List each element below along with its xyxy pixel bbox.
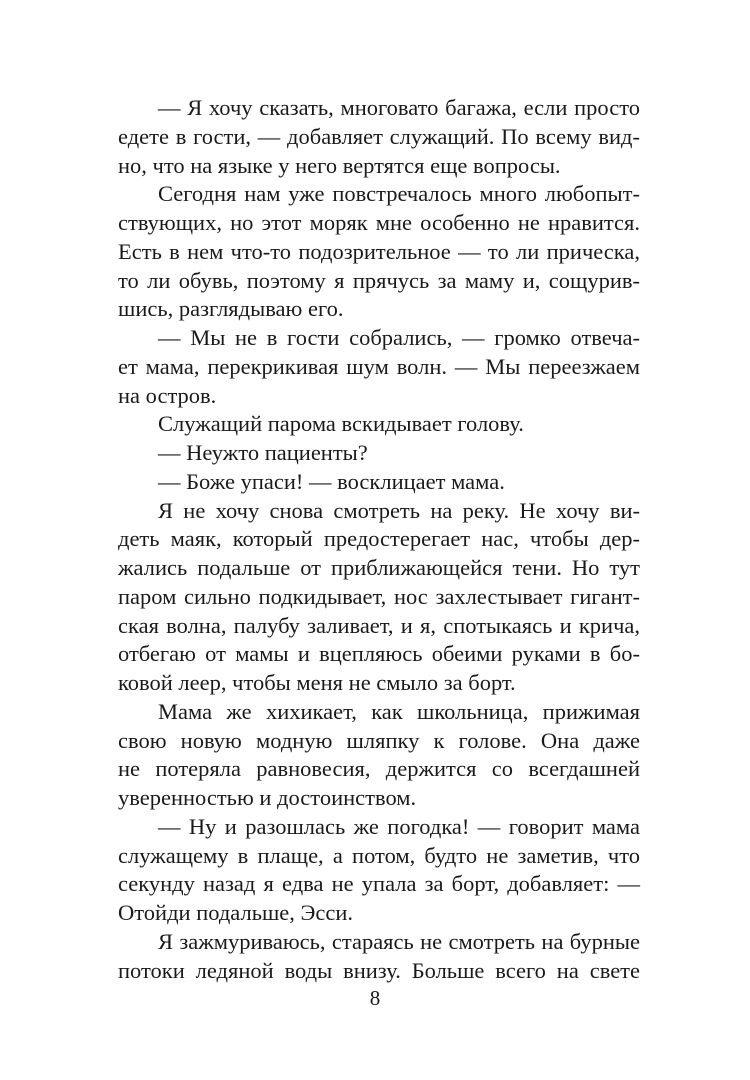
text-line: свою новую модную шляпку к голове. Она даже <box>118 727 640 753</box>
text-line: не потеряла равновесия, держится со всегдашней <box>118 756 640 782</box>
text-line: — Ну и разошлась же погодка! — говорит мама <box>158 813 640 839</box>
text-line: Отойди подальше, Эсси. <box>118 900 354 925</box>
text-line: шись, разглядываю его. <box>118 296 344 322</box>
text-line: деть маяк, который предостерегает нас, чтобы дер- <box>118 526 640 552</box>
text-line: ствующих, но этот моряк мне особенно не нравится. <box>118 210 640 235</box>
text-line: секунду назад я едва не упала за борт, добавляет: — <box>118 871 640 897</box>
page-number: 8 <box>369 986 381 1010</box>
text-line: потоки ледяной воды внизу. Больше всего на свете <box>118 957 640 983</box>
page-body-text <box>118 94 640 985</box>
text-line: — Я хочу сказать, многовато багажа, если просто <box>158 95 640 120</box>
text-line: Есть в нем что-то подозрительное — то ли прическа, <box>118 238 640 264</box>
text-line: то ли обувь, поэтому я прячусь за маму и, сощурив- <box>118 267 640 293</box>
text-line: Служащий парома вскидывает голову. <box>158 411 524 437</box>
text-line: жались подальше от приближающейся тени. Но тут <box>118 555 640 580</box>
text-line: на остров. <box>118 382 217 408</box>
text-line: едете в гости, — добавляет служащий. По всему вид- <box>118 123 640 149</box>
text-line: уверенностью и достоинством. <box>118 785 417 810</box>
text-line: — Мы не в гости собрались, — громко отвеча- <box>158 325 640 350</box>
text-line: ская волна, палубу заливает, и я, спотыкаясь и крича, <box>118 612 640 638</box>
text-line: — Боже упаси! — восклицает мама. <box>158 468 505 494</box>
text-line: ет мама, перекрикивая шум волн. — Мы переезжаем <box>118 353 640 379</box>
text-line: Я не хочу снова смотреть на реку. Не хочу ви- <box>158 497 640 523</box>
text-line: Сегодня нам уже повстречалось много любопыт- <box>158 181 640 207</box>
text-line: служащему в плаще, а потом, будто не заметив, что <box>118 842 640 868</box>
text-line: но, что на языке у него вертятся еще вопросы. <box>118 152 561 178</box>
text-line: — Неужто пациенты? <box>158 440 368 465</box>
text-line: ковой леер, чтобы меня не смыло за борт. <box>118 670 516 695</box>
text-line: Я зажмуриваюсь, стараясь не смотреть на бурные <box>158 928 640 954</box>
text-line: Мама же хихикает, как школьница, прижимая <box>158 698 640 724</box>
text-line: отбегаю от мамы и вцепляюсь обеими руками в бо- <box>118 641 640 667</box>
text-line: паром сильно подкидывает, нос захлестывает гигант- <box>118 583 640 609</box>
